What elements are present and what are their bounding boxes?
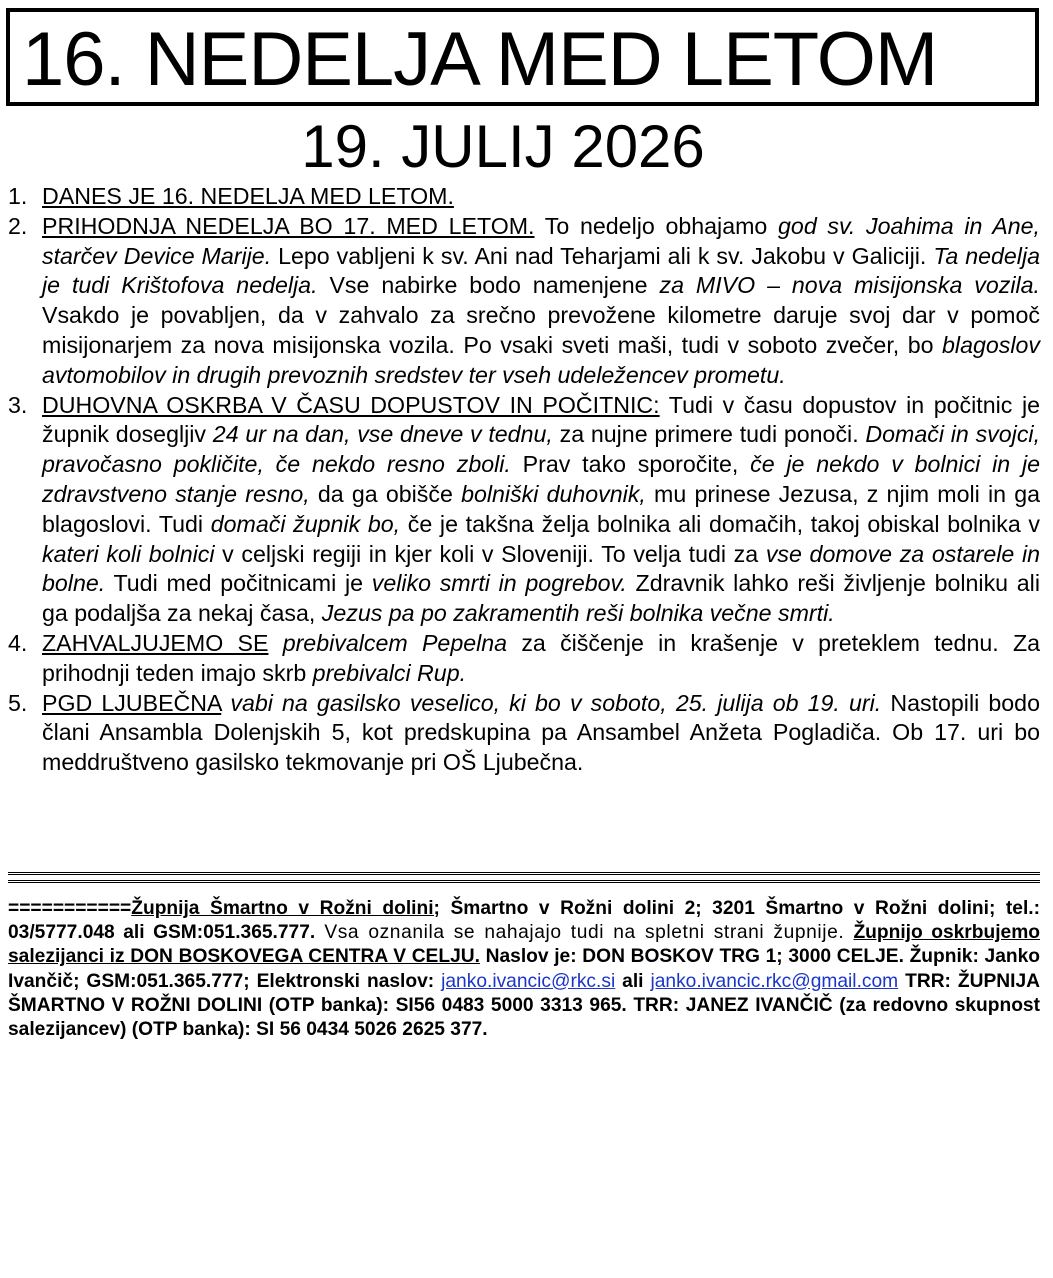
- item-emphasis: bolniški duhovnik,: [461, 480, 646, 507]
- parish-name: Župnija Šmartno v Rožni dolini;: [131, 898, 440, 919]
- item-text: Prav tako sporočite,: [510, 451, 751, 478]
- item-text: za nujne primere tudi ponoči.: [552, 421, 866, 448]
- item-text: To nedeljo obhajamo: [534, 212, 779, 239]
- item-emphasis: veliko smrti in pogrebov.: [371, 570, 627, 597]
- item-heading: PGD LJUBEČNA: [42, 689, 222, 716]
- title-box: [6, 8, 1039, 106]
- item-text: Vsakdo je povabljen, da v zahvalo za srečno prevožene kilometre daruje svoj dar v pomoč misijonarjem za nova misijonska vozila. Po vsaki sveti maši, tudi v soboto zvečer, bo: [42, 302, 1040, 358]
- item-emphasis: prebivalci Rup.: [312, 659, 467, 686]
- item-text: Lepo vabljeni k sv. Ani nad Teharjami ali k sv. Jakobu v Galiciji.: [271, 242, 934, 269]
- bank-accounts: TRR: ŽUPNIJA ŠMARTNO V ROŽNI DOLINI (OTP banka): SI56 0483 5000 3313 965. TRR: JANEZ IVANČIČ (za redovno skupnost salezijancev) (OTP banka): SI 56 0434 5026 2625 377.: [8, 970, 1040, 1041]
- item-text: v celjski regiji in kjer koli v Sloveniji. To velja tudi za: [214, 540, 766, 567]
- item-text: Tudi v času dopustov in počitnic je župnik dosegljiv: [42, 391, 1040, 448]
- item-heading: PRIHODNJA NEDELJA BO 17. MED LETOM.: [42, 212, 535, 239]
- divider-line: [8, 880, 1040, 883]
- item-number: 5.: [8, 689, 28, 716]
- item-emphasis: Jezus pa po zakramentih reši bolnika večne smrti.: [321, 600, 835, 627]
- announcement-item-2: [8, 212, 1040, 391]
- care-note: Župnijo oskrbujemo salezijanci iz DON BOSKOVEGA CENTRA V CELJU.: [8, 922, 1040, 968]
- item-emphasis: kateri koli bolnici: [42, 540, 215, 567]
- item-emphasis: blagoslov avtomobilov in drugih prevoznih sredstev ter vseh udeležencev prometu.: [42, 331, 1040, 388]
- item-emphasis: domači župnik bo,: [210, 510, 401, 537]
- item-text: če je takšna želja bolnika ali domačih, takoj obiskal bolnika v: [400, 510, 1040, 537]
- page-title: 16. NEDELJA MED LETOM: [22, 17, 938, 102]
- announcement-item-3: [8, 391, 1040, 629]
- email-link-gmail[interactable]: janko.ivancic.rkc@gmail.com: [650, 970, 899, 992]
- item-text: Nastopili bodo člani Ansambla Dolenjskih 5, kot predskupina pa Ansambel Anžeta Pogladiča. Ob 17. uri bo meddruštveno gasilsko tekmovanje pri OŠ Ljubečna.: [42, 689, 1040, 776]
- item-emphasis: god sv. Joahima in Ane, starčev Device Marije.: [42, 212, 1040, 269]
- item-number: 2.: [8, 212, 28, 239]
- item-heading: DUHOVNA OSKRBA V ČASU DOPUSTOV IN POČITNIC:: [42, 391, 660, 418]
- item-text: Tudi med počitnicami je: [105, 570, 372, 597]
- parish-footer: [8, 897, 1040, 1042]
- item-emphasis: prebivalcem Pepelna: [282, 629, 508, 656]
- announcement-list: [8, 182, 1040, 778]
- item-emphasis: vse domove za ostarele in bolne.: [42, 540, 1041, 597]
- contact-info: Naslov je: DON BOSKOV TRG 1; 3000 CELJE. Župnik: Janko Ivančič; GSM:051.365.777; Elektronski naslov:: [8, 946, 1040, 992]
- item-text: da ga obišče: [309, 480, 462, 507]
- announcement-item-1: [8, 182, 1040, 212]
- email-link-rkc[interactable]: janko.ivancic@rkc.si: [441, 970, 616, 992]
- item-text: Vse nabirke bodo namenjene: [317, 272, 660, 299]
- item-emphasis: vabi na gasilsko veselico, ki bo v soboto, 25. julija ob 19. uri.: [230, 689, 882, 716]
- announcement-item-5: [8, 689, 1040, 778]
- item-emphasis: Domači in svojci, pravočasno pokličite, če nekdo resno zboli.: [42, 421, 1041, 478]
- item-number: 4.: [8, 629, 28, 656]
- item-emphasis: Ta nedelja je tudi Krištofova nedelja.: [42, 242, 1040, 299]
- item-heading: DANES JE 16. NEDELJA MED LETOM.: [42, 183, 454, 209]
- item-text: mu prinese Jezusa, z njim moli in ga blagoslovi. Tudi: [42, 480, 1040, 537]
- item-heading: ZAHVALJUJEMO SE: [42, 629, 269, 656]
- item-number: 3.: [8, 391, 28, 418]
- item-text: Zdravnik lahko reši življenje bolniku ali ga podaljša za nekaj časa,: [42, 570, 1040, 627]
- website-note: Vsa oznanila se nahajajo tudi na spletni strani župnije.: [315, 922, 854, 944]
- item-text: za čiščenje in krašenje v preteklem tednu. Za prihodnji teden imajo skrb: [42, 629, 1041, 686]
- announcement-item-4: [8, 629, 1040, 689]
- item-text: [268, 630, 282, 656]
- parish-address: Šmartno v Rožni dolini 2; 3201 Šmartno v Rožni dolini; tel.: 03/5777.048 ali GSM:051.365.777.: [8, 898, 1040, 944]
- item-number: 1.: [8, 183, 28, 209]
- item-emphasis: 24 ur na dan, vse dneve v tednu,: [212, 421, 553, 448]
- item-emphasis: za MIVO – nova misijonska vozila.: [659, 272, 1040, 299]
- or-text: ali: [615, 970, 651, 992]
- divider-line: [8, 872, 1040, 875]
- page-date: 19. JULIJ 2026: [301, 113, 705, 180]
- item-text: [221, 690, 230, 716]
- item-emphasis: če je nekdo v bolnici in je zdravstveno stanje resno,: [42, 451, 1040, 507]
- footer-lead-equals: ===========: [8, 898, 132, 919]
